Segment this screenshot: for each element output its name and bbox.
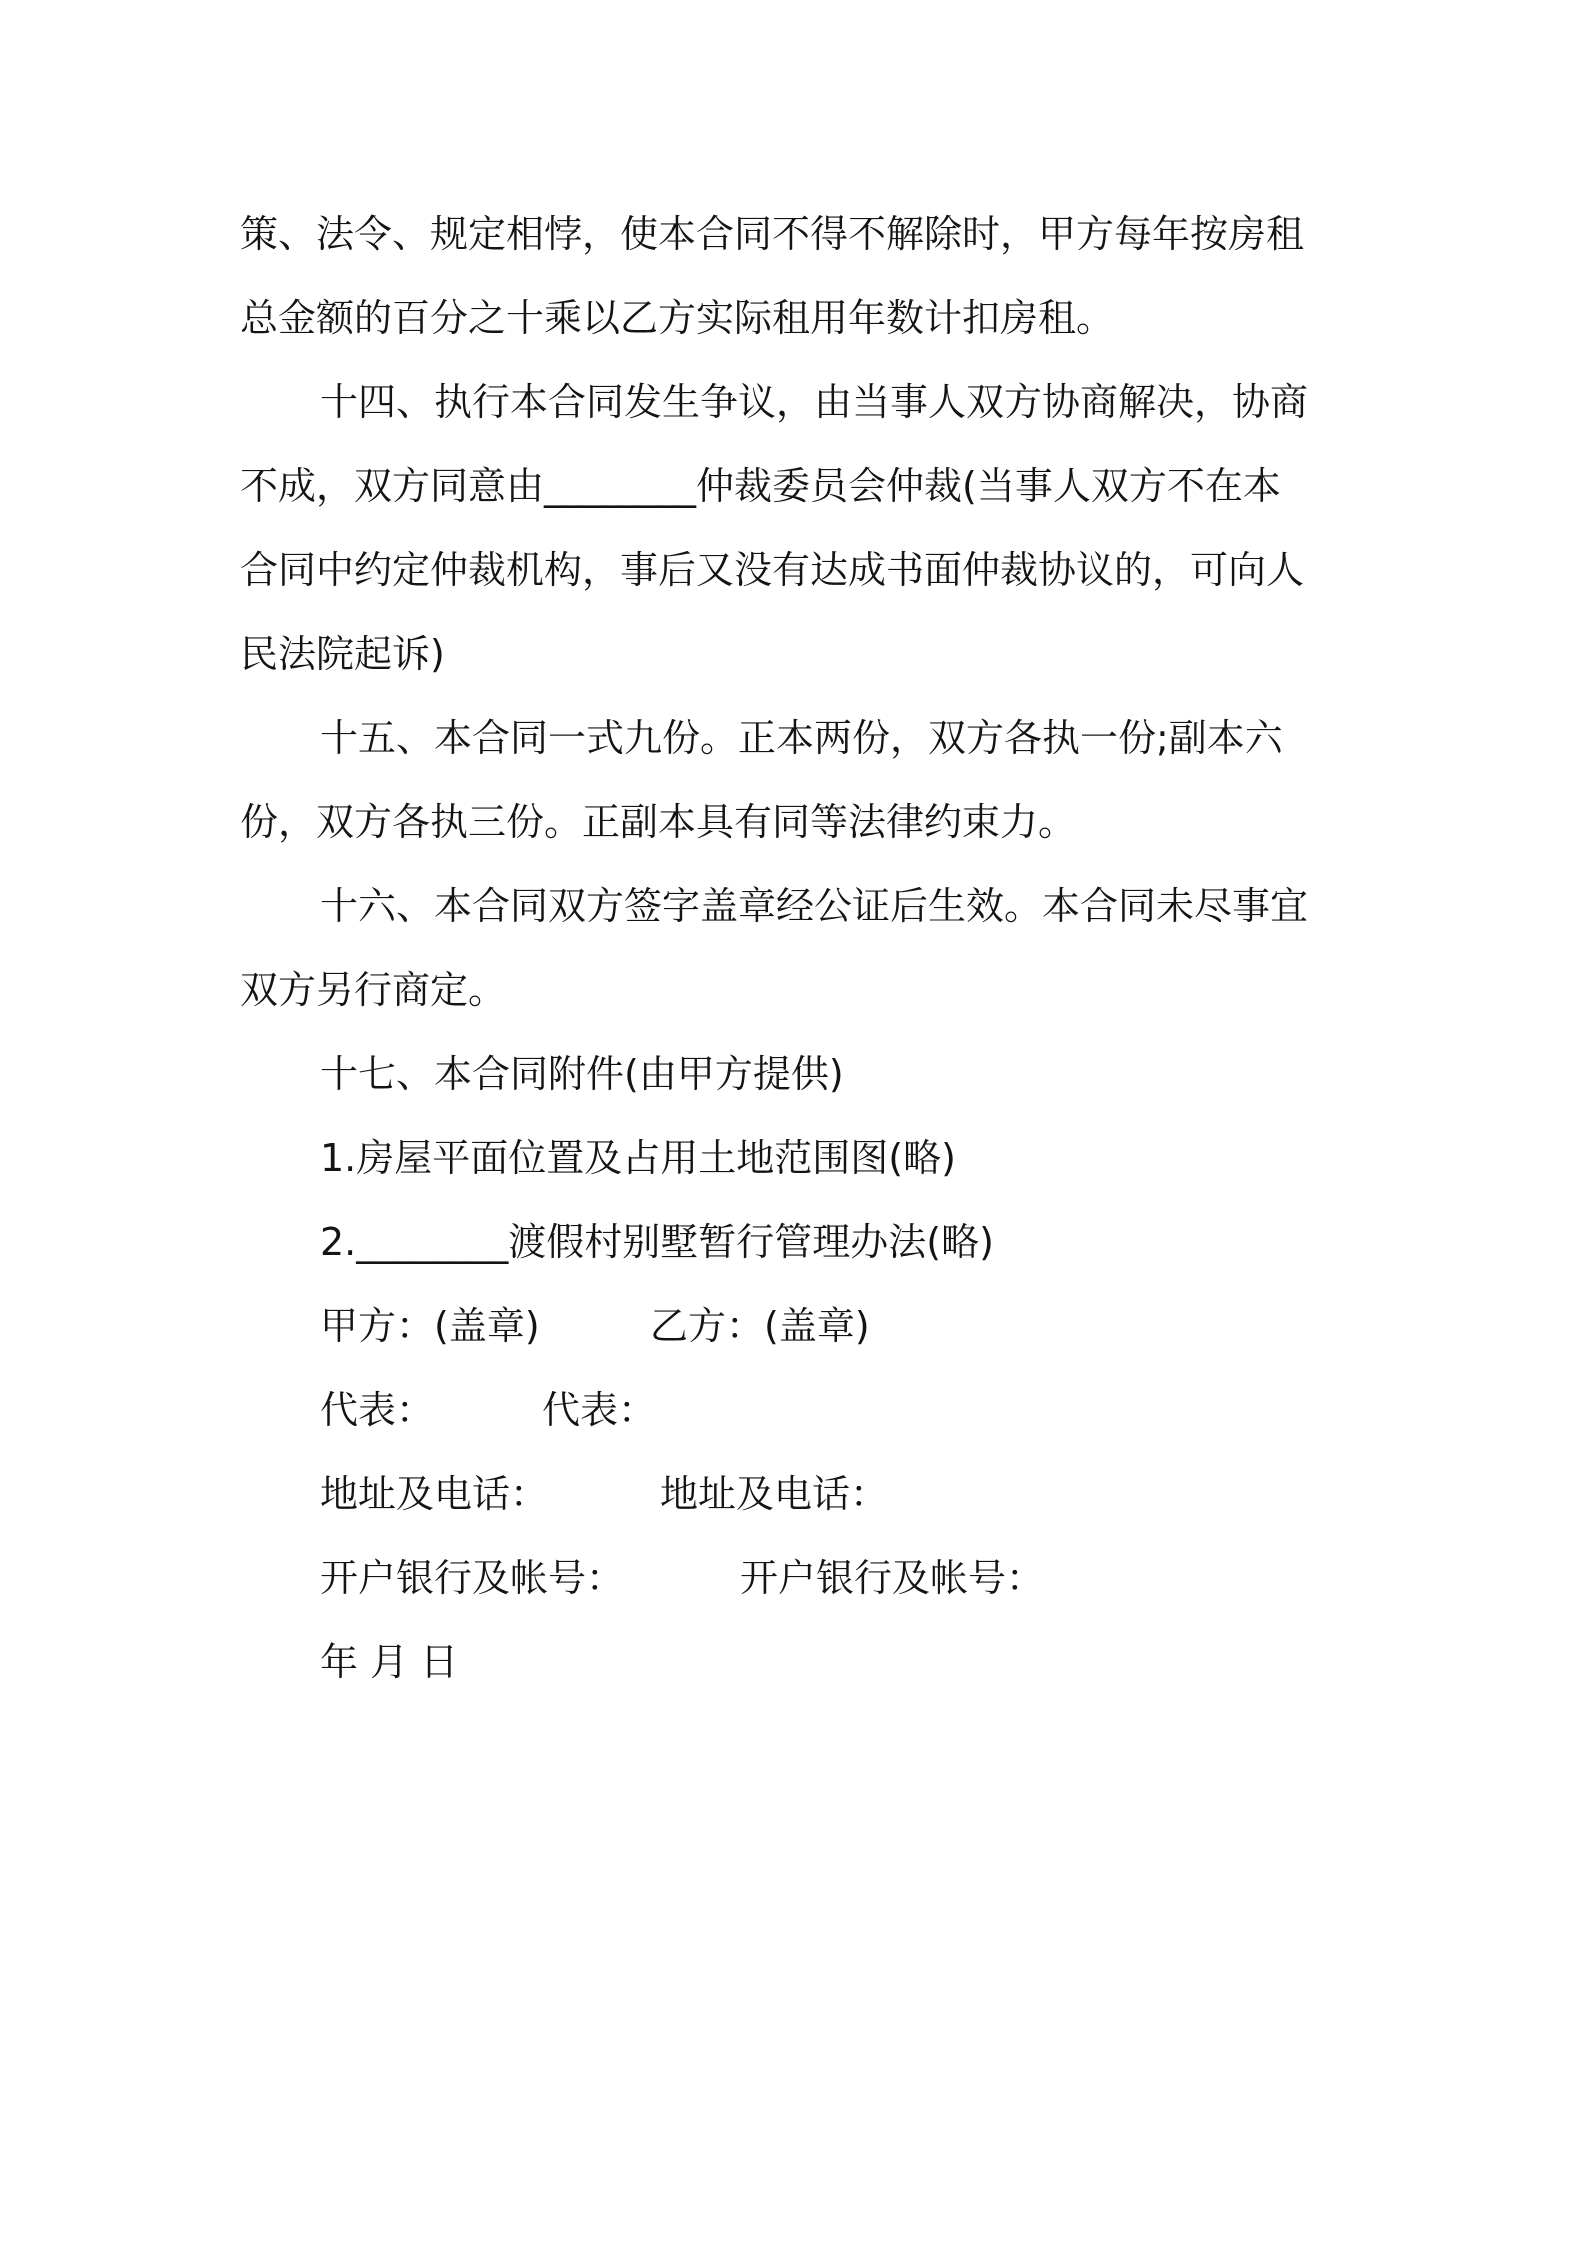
party-a-address-phone: 地址及电话： [320,1472,549,1516]
party-b-seal: 乙方：(盖章) [650,1304,870,1348]
clause-15-line-2: 份，双方各执三份。正副本具有同等法律约束力。 [240,800,1077,844]
clause-14-line-3: 合同中约定仲裁机构，事后又没有达成书面仲裁协议的，可向人 [240,548,1305,592]
bank-account-row [240,1536,1352,1620]
clause-14-line-2: 不成，双方同意由________仲裁委员会仲裁(当事人双方不在本 [240,464,1281,508]
attachment-item-1: 1.房屋平面位置及占用土地范围图(略) [320,1136,956,1180]
date-row: 年 月 日 [320,1640,459,1684]
party-b-bank-account: 开户银行及帐号： [740,1556,1045,1600]
clause-16-line-1: 十六、本合同双方签字盖章经公证后生效。本合同未尽事宜 [320,884,1309,928]
party-b-address-phone: 地址及电话： [660,1472,889,1516]
party-a-seal: 甲方：(盖章) [320,1304,540,1348]
party-a-bank-account: 开户银行及帐号： [320,1556,625,1600]
party-a-representative: 代表： [320,1388,435,1432]
clause-14-line-4: 民法院起诉) [240,632,445,676]
representative-row [240,1368,1352,1452]
contract-body [240,192,1352,1704]
clause-14-line-1: 十四、执行本合同发生争议，由当事人双方协商解决，协商 [320,380,1309,424]
clause-17-heading: 十七、本合同附件(由甲方提供) [320,1052,844,1096]
clause-15-line-1: 十五、本合同一式九份。正本两份，双方各执一份;副本六 [320,716,1283,760]
party-b-representative: 代表： [542,1388,657,1432]
clause-16-line-2: 双方另行商定。 [240,968,507,1012]
clause-13-line-2: 总金额的百分之十乘以乙方实际租用年数计扣房租。 [240,296,1115,340]
address-phone-row [240,1452,1352,1536]
seal-row [240,1284,1352,1368]
clause-13-line-1: 策、法令、规定相悖，使本合同不得不解除时，甲方每年按房租 [240,212,1305,256]
attachment-item-2: 2.________渡假村别墅暂行管理办法(略) [320,1220,994,1264]
